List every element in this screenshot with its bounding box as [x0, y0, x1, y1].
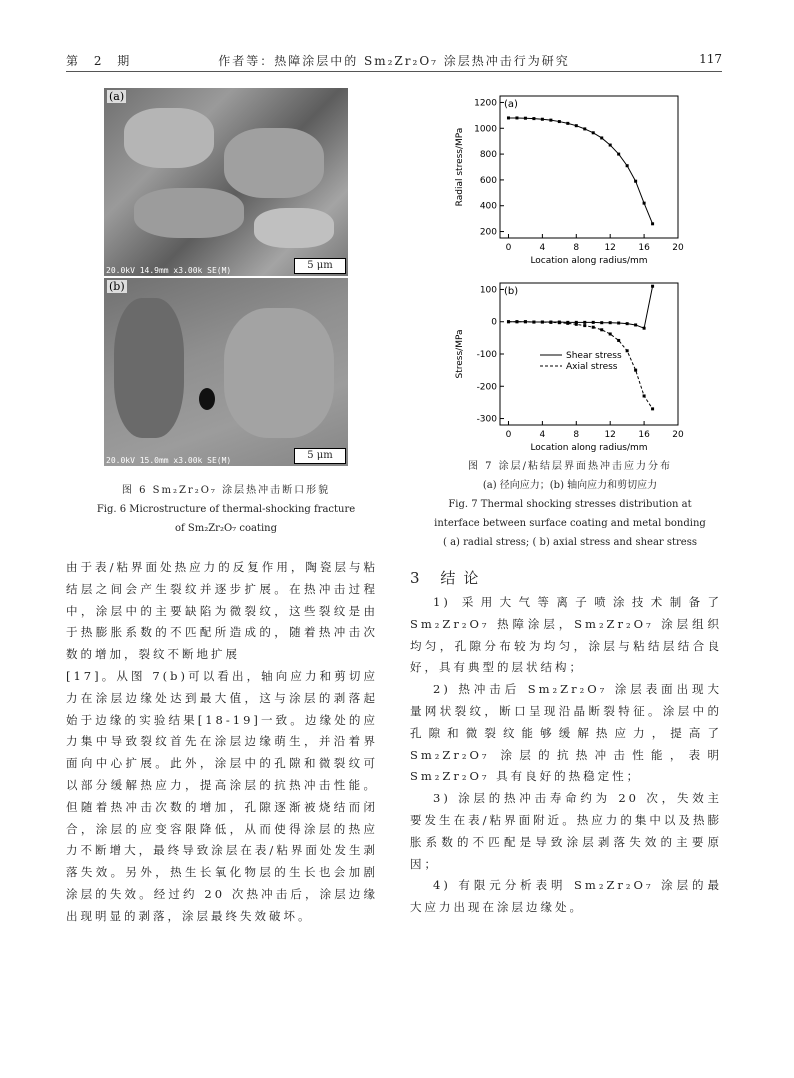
header-rule — [66, 71, 722, 72]
sem-info-bar — [104, 260, 348, 276]
data-point — [651, 222, 654, 225]
data-point — [566, 122, 569, 125]
data-point — [651, 407, 654, 410]
x-tick-label: 4 — [539, 243, 546, 253]
data-point — [626, 164, 629, 167]
x-tick-label: 0 — [505, 430, 512, 440]
data-point — [583, 127, 586, 130]
conclusion-item: 4) 有限元分析表明 Sm₂Zr₂O₇ 涂层的最大应力出现在涂层边缘处。 — [410, 878, 722, 915]
data-point — [643, 202, 646, 205]
x-tick-label: 20 — [672, 430, 684, 440]
conclusion-item: 1) 采用大气等离子喷涂技术制备了 Sm₂Zr₂O₇ 热障涂层，Sm₂Zr₂O₇ 涂层组织均匀，孔隙分布较为均匀，涂层与粘结层结合良好，具有典型的层状结构； — [410, 595, 722, 675]
chart-axial-shear-stress — [450, 275, 690, 455]
figure7-caption-en-3: ( a) radial stress; ( b) axial stress and shear stress — [443, 537, 697, 548]
y-tick-label: -200 — [476, 382, 497, 393]
scale-bar-a: 5 μm — [294, 258, 346, 274]
data-point — [515, 320, 518, 323]
y-tick-label: 100 — [479, 285, 497, 296]
data-point — [524, 320, 527, 323]
figure6-caption-en-1: Fig. 6 Microstructure of thermal-shocking fracture — [96, 504, 356, 515]
data-point — [583, 321, 586, 324]
figure6-caption-en-2: of Sm₂Zr₂O₇ coating — [174, 523, 277, 534]
data-point — [532, 117, 535, 120]
data-point — [558, 321, 561, 324]
y-tick-label: -100 — [476, 350, 497, 360]
legend-entry: Axial stress — [566, 362, 618, 372]
data-point — [592, 131, 595, 134]
data-point — [515, 116, 518, 119]
panel-label-a: (a) — [109, 90, 125, 103]
data-point — [600, 328, 603, 331]
figure7-caption-en-1: Fig. 7 Thermal shocking stresses distribution at — [448, 499, 692, 510]
panel-label-b: (b) — [109, 280, 125, 293]
data-point — [617, 153, 620, 156]
x-tick-label: 4 — [539, 430, 546, 440]
x-axis-label: Location along radius/mm — [530, 256, 648, 266]
chart-b-svg — [450, 275, 690, 455]
sem-info-bar — [104, 450, 348, 466]
data-point — [609, 144, 612, 147]
page-number: 117 — [699, 52, 722, 66]
y-tick-label: 1200 — [474, 98, 497, 109]
y-axis-label: Radial stress/MPa — [455, 127, 465, 207]
paragraph: 由于表/粘界面处热应力的反复作用，陶瓷层与粘结层之间会产生裂纹并逐步扩展。在热冲击过程中，涂层中的主要缺陷为微裂纹，这些裂纹是由于热膨胀系数的不匹配所造成的，随着热冲击次数的增加，裂纹不断地扩展 — [66, 560, 378, 662]
data-point — [575, 124, 578, 127]
y-tick-label: 0 — [491, 317, 497, 328]
running-title: 作者等：热障涂层中的 Sm₂Zr₂O₇ 涂层热冲击行为研究 — [218, 54, 570, 68]
data-point — [600, 136, 603, 139]
data-point — [549, 119, 552, 122]
section-title: 结论 — [440, 569, 487, 587]
x-axis-label: Location along radius/mm — [530, 443, 648, 453]
data-point — [634, 369, 637, 372]
data-point — [558, 120, 561, 123]
figure7-caption-cn: 图 7 涂层/粘结层界面热冲击应力分布 — [467, 461, 673, 472]
data-point — [532, 321, 535, 324]
data-point — [643, 327, 646, 330]
x-tick-label: 16 — [638, 243, 650, 253]
data-point — [600, 321, 603, 324]
data-point — [617, 322, 620, 325]
y-tick-label: 400 — [479, 201, 497, 212]
section-number: 3 — [410, 569, 428, 587]
data-point — [643, 394, 646, 397]
data-point — [541, 321, 544, 324]
y-tick-label: 1000 — [474, 124, 497, 135]
sem-image-a — [104, 88, 348, 276]
data-point — [541, 118, 544, 121]
data-point — [507, 320, 510, 323]
data-point — [609, 321, 612, 324]
figure7-caption — [420, 457, 720, 552]
sem-image-b — [104, 278, 348, 466]
x-tick-label: 8 — [573, 430, 580, 440]
x-tick-label: 16 — [638, 430, 650, 440]
data-point — [634, 180, 637, 183]
y-axis-label: Stress/MPa — [455, 329, 465, 379]
section-heading — [410, 567, 486, 588]
y-tick-label: 800 — [479, 150, 497, 161]
figure7-caption-en-2: interface between surface coating and metal bonding — [434, 518, 706, 529]
figure6-caption-cn: 图 6 Sm₂Zr₂O₇ 涂层热冲击断口形貌 — [121, 485, 331, 496]
data-point — [575, 323, 578, 326]
x-tick-label: 12 — [604, 430, 616, 440]
legend-entry: Shear stress — [566, 351, 622, 361]
y-tick-label: 600 — [479, 175, 497, 186]
data-point — [592, 326, 595, 329]
y-tick-label: 200 — [479, 227, 497, 238]
panel-label: (a) — [504, 99, 518, 110]
conclusion-item: 2) 热冲击后 Sm₂Zr₂O₇ 涂层表面出现大量网状裂纹，断口呈现沿晶断裂特征。涂层中的孔隙和微裂纹能够缓解热应力，提高了 Sm₂Zr₂O₇ 涂层的抗热冲击性能，表明 Sm₂Zr₂O₇ 具有良好的热稳定性； — [410, 682, 722, 784]
chart-a-svg — [450, 88, 690, 268]
data-point — [634, 323, 637, 326]
conclusion-item: 3) 涂层的热冲击寿命约为 20 次，失效主要发生在表/粘界面附近。热应力的集中以及热膨胀系数的不匹配是导致涂层剥落失效的主要原因； — [410, 791, 722, 871]
data-point — [626, 349, 629, 352]
series-line-radial-stress — [508, 118, 652, 224]
sem-info-b: 20.0kV 15.0mm x3.00k SE(M) — [106, 456, 232, 465]
left-body-text — [66, 557, 378, 928]
data-point — [626, 322, 629, 325]
chart-radial-stress — [450, 88, 690, 268]
data-point — [617, 339, 620, 342]
issue-label: 第 2 期 — [66, 54, 136, 68]
data-point — [651, 285, 654, 288]
x-tick-label: 12 — [604, 243, 616, 253]
x-tick-label: 20 — [672, 243, 684, 253]
data-point — [549, 321, 552, 324]
figure6-caption — [96, 481, 356, 538]
figure7-caption-cn-sub: (a) 径向应力；(b) 轴向应力和剪切应力 — [482, 480, 658, 491]
panel-label: (b) — [504, 286, 519, 297]
data-point — [566, 322, 569, 325]
sem-info-a: 20.0kV 14.9mm x3.00k SE(M) — [106, 266, 232, 275]
conclusions-text — [410, 592, 722, 919]
data-point — [507, 116, 510, 119]
data-point — [524, 117, 527, 120]
running-header — [66, 52, 722, 70]
x-tick-label: 0 — [505, 243, 512, 253]
x-tick-label: 8 — [573, 243, 580, 253]
data-point — [592, 321, 595, 324]
y-tick-label: -300 — [476, 414, 497, 425]
paragraph: [17]。从图 7(b)可以看出，轴向应力和剪切应力在涂层边缘处达到最大值，这与涂层的剥落起始于边缘的实验结果[18-19]一致。边缘处的应力集中导致裂纹首先在涂层边缘萌生，并沿着界面向中心扩展。此外，涂层中的孔隙和微裂纹可以部分缓解热应力，提高涂层的抗热冲击性能。但随着热冲击次数的增加，孔隙逐渐被烧结而闭合，涂层的应变容限降低，从而使得涂层的热应力不断增大，最终导致涂层在表/粘界面处发生剥落失效。另外，热生长氧化物层的生长也会加剧涂层的失效。经过约 20 次热冲击后，涂层边缘出现明显的剥落，涂层最终失效破坏。 — [66, 668, 378, 923]
data-point — [609, 332, 612, 335]
scale-bar-b: 5 μm — [294, 448, 346, 464]
data-point — [583, 324, 586, 327]
